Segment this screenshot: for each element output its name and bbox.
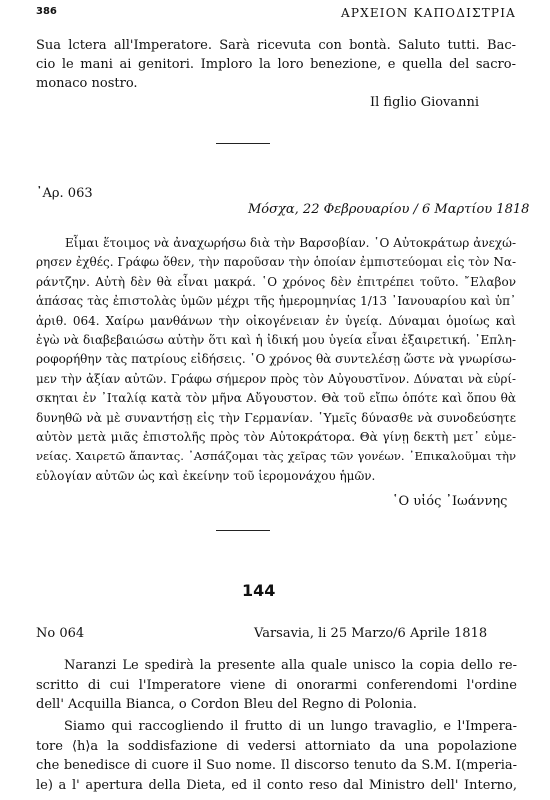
document-number: 144 [242, 581, 276, 600]
text-line: ἁπάσας τὰς ἐπιστολὰς ὑμῶν μέχρι τῆς ἡμερομηνίας 1/13 ᾿Ιανουαρίου καὶ ὑπ᾿ [36, 294, 516, 309]
text-line: Naranzi Le spedirà la presente alla quale unisco la copia dello re- [64, 658, 517, 673]
text-line: ἀριθ. 064. Χαίρω μανθάνων τὴν οἰκογένειαν ἐν ὑγείᾳ. Δύναμαι ὁμοίως καὶ [36, 313, 516, 328]
greek-letter-signature: ῾Ο υἱός ᾿Ιωάννης [392, 494, 508, 509]
text-line: ἐγὼ νὰ διαβεβαιώσω αὐτὴν ὅτι καὶ ἡ ἰδική μου ὑγεία εἶναι ἐξαιρετική. ᾿Επλη- [36, 333, 516, 348]
text-line: ράντζην. Αὐτὴ δὲν θὰ εἶναι μακρά. ῾Ο χρόνος δὲν ἐπιτρέπει τοῦτο. ῎Ελαβον [36, 274, 516, 289]
top-letter-signature: Il figlio Giovanni [370, 95, 480, 110]
text-line: νείας. Χαιρετῶ ἅπαντας. ᾿Ασπάζομαι τὰς χεῖρας τῶν γονέων. ᾿Επικαλοῦμαι τὴν [36, 449, 516, 464]
running-title: ΑΡΧΕΙΟΝ ΚΑΠΟΔΙΣΤΡΙΑ [340, 6, 516, 20]
paragraph-2 [36, 717, 517, 795]
text-line: tore ⟨h⟩a la soddisfazione di vedersi attorniato da una popolazione [36, 738, 517, 754]
text-line: αὐτὸν μετὰ μιᾶς ἐπιστολῆς πρὸς τὸν Αὐτοκράτορα. Θὰ γίνῃ δεκτὴ μετ᾿ εὐμε- [36, 430, 516, 445]
text-line: μεν τὴν ἀξίαν αὐτῶν. Γράφω σήμερον πρὸς τὸν Αὐγουστῖνον. Δύναται νὰ εὑρί- [36, 371, 516, 386]
text-line: Εἶμαι ἕτοιμος νὰ ἀναχωρήσω διὰ τὴν Βαρσοβίαν. ῾Ο Αὐτοκράτωρ ἀνεχώ- [65, 236, 516, 250]
paragraph-1 [36, 656, 517, 715]
text-line: scritto di cui l'Imperatore viene di onorarmi conferendomi l'ordine [36, 677, 517, 693]
letter-dateline: Varsavia, li 25 Marzo/6 Aprile 1818 [254, 626, 488, 641]
text-line: dell' Acquilla Bianca, o Cordon Bleu del Regno di Polonia. [36, 697, 417, 712]
text-line: che benedisce di cuore il Suo nome. Il discorso tenuto da S.M. I(mperia- [36, 758, 517, 773]
section-divider [216, 530, 270, 531]
letter-number: No 064 [36, 626, 85, 641]
text-line: Siamo qui raccogliendo il frutto di un lungo travaglio, e l'Impera- [64, 719, 517, 734]
text-line: monaco nostro. [36, 76, 138, 91]
text-line: ρησεν ἐχθές. Γράφω ὅθεν, τὴν παροῦσαν τὴν ὁποίαν ἐμπιστεύομαι εἰς τὸν Να- [36, 255, 516, 270]
page-number: 386 [36, 6, 57, 17]
text-line: ροφορήθην τὰς πατρίους εἰδήσεις. ῾Ο χρόνος θὰ συντελέσῃ ὥστε νὰ γνωρίσω- [36, 352, 516, 367]
text-line: εὐλογίαν αὐτῶν ὡς καὶ ἐκείνην τοῦ ἱερομονάχου ἡμῶν. [36, 468, 376, 483]
text-line: le) a l' apertura della Dieta, ed il conto reso dal Ministro dell' Interno, [36, 777, 517, 793]
text-line: δυνηθῶ νὰ μὲ συναντήσῃ εἰς τὴν Γερμανίαν. ῾Υμεῖς δύνασθε νὰ συνοδεύσητε [36, 410, 516, 425]
greek-letter-text [36, 234, 516, 486]
text-line: cio le mani ai genitori. Imploro la loro benezione, e quella del sacro- [36, 57, 516, 72]
section-divider [216, 143, 270, 144]
text-line: Sua lctera all'Imperatore. Sarà ricevuta con bontà. Saluto tutti. Bac- [36, 38, 516, 53]
letter-dateline: Μόσχα, 22 Φεβρουαρίου / 6 Μαρτίου 1818 [248, 202, 530, 217]
letter-number: ᾿Αρ. 063 [36, 186, 93, 201]
top-letter-text [36, 36, 516, 93]
text-line: σκηται ἐν ᾿Ιταλίᾳ κατὰ τὸν μῆνα Αὔγουστον. Θὰ τοῦ εἴπω ὁπότε καὶ ὅπου θὰ [36, 391, 516, 406]
